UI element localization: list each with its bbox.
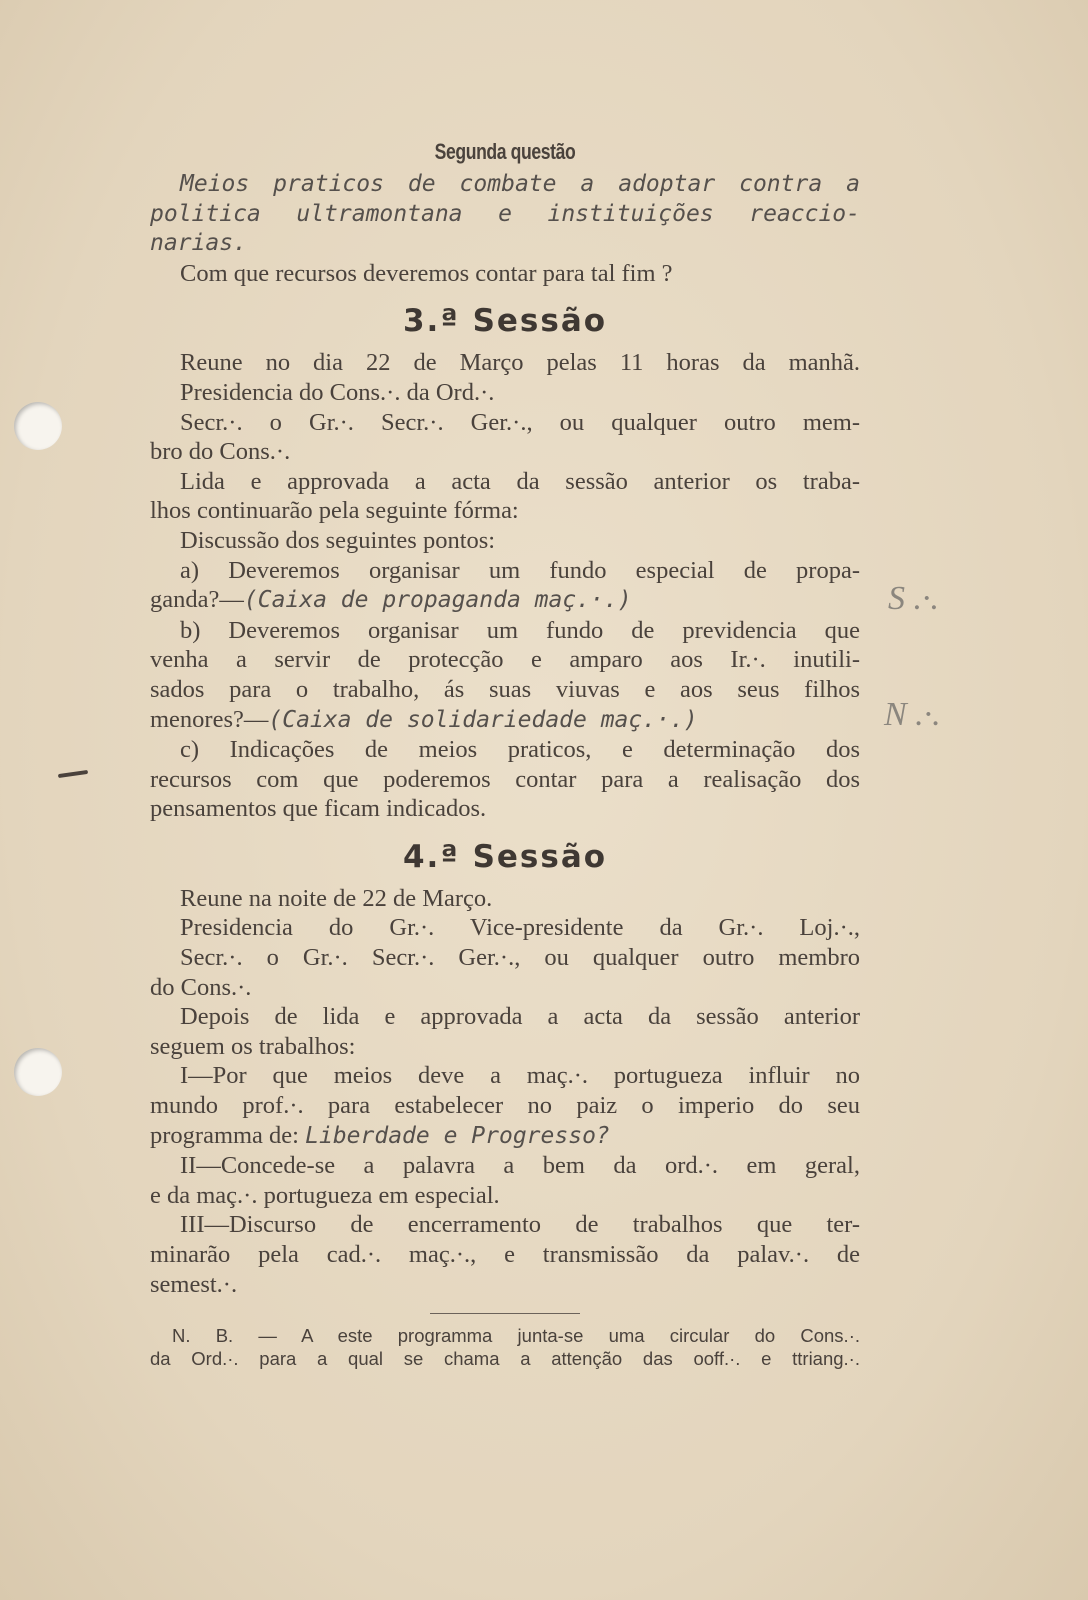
point-c-line: pensamentos que ficam indicados. bbox=[150, 795, 487, 823]
session-4-line: e da maç.·. portugueza em especial. bbox=[150, 1181, 500, 1209]
point-c-line: recursos com que poderemos contar para a realisação dos bbox=[150, 765, 860, 793]
session-4-line: Depois de lida e approvada a acta da sessão anterior bbox=[180, 1003, 860, 1031]
session-4-line: I—Por que meios deve a maç.·. portugueza influir no bbox=[180, 1062, 860, 1090]
point-b-italic: (Caixa de solidariedade maç.·.) bbox=[268, 706, 698, 733]
session-4-line: Secr.·. o Gr.·. Secr.·. Ger.·., ou qualquer outro membro bbox=[180, 944, 860, 972]
point-c-line: c) Indicações de meios praticos, e determinação dos bbox=[180, 736, 860, 764]
programme-motto: Liberdade e Progresso? bbox=[305, 1122, 610, 1149]
session-3-title: 3.ª Sessão bbox=[402, 303, 608, 340]
session-4-line: seguem os trabalhos: bbox=[150, 1032, 356, 1060]
punch-hole-mark bbox=[58, 758, 92, 792]
intro-italic-line: narias. bbox=[150, 230, 247, 257]
session-3-line: Presidencia do Cons.·. da Ord.·. bbox=[180, 378, 495, 406]
point-a-text: ganda? bbox=[150, 586, 220, 614]
session-4-line: mundo prof.·. para estabelecer no paiz o imperio do seu bbox=[150, 1092, 860, 1120]
point-b-text: menores? bbox=[150, 705, 244, 733]
punch-hole bbox=[14, 1048, 62, 1096]
session-4-title: 4.ª Sessão bbox=[402, 838, 608, 875]
question-heading: Segunda questão bbox=[434, 139, 576, 164]
point-a-line: a) Deveremos organisar um fundo especial de propa- bbox=[180, 556, 860, 584]
margin-annotation: N .·. bbox=[884, 696, 941, 733]
session-4-line: do Cons.·. bbox=[150, 973, 252, 1001]
point-b-line: menores?—(Caixa de solidariedade maç.·.) bbox=[150, 705, 698, 733]
margin-annotation: S .·. bbox=[888, 580, 939, 617]
session-4-line: II—Concede-se a palavra a bem da ord.·. em geral, bbox=[180, 1152, 860, 1180]
punch-hole bbox=[14, 402, 62, 450]
point-b-line: sados para o trabalho, ás suas viuvas e aos seus filhos bbox=[150, 675, 860, 703]
intro-italic-line: politica ultramontana e instituições reaccio- bbox=[150, 200, 860, 227]
session-4-line: semest.·. bbox=[150, 1270, 238, 1298]
session-4-line: Presidencia do Gr.·. Vice-presidente da Gr.·. Loj.·., bbox=[180, 914, 860, 942]
session-4-line: Reune na noite de 22 de Março. bbox=[180, 884, 493, 912]
programme-prefix: programma de: bbox=[150, 1121, 306, 1149]
nota-bene-line: N. B. — A este programma junta-se uma circular do Cons.·. bbox=[172, 1325, 860, 1347]
nota-bene-line: da Ord.·. para a qual se chama a attenção das ooff.·. e ttriang.·. bbox=[150, 1348, 860, 1370]
point-b-line: venha a servir de protecção e amparo aos Ir.·. inutili- bbox=[150, 646, 860, 674]
divider-rule bbox=[430, 1313, 580, 1314]
session-3-line: Secr.·. o Gr.·. Secr.·. Ger.·., ou qualquer outro mem- bbox=[180, 408, 860, 436]
session-3-line: bro do Cons.·. bbox=[150, 438, 291, 466]
session-4-line: III—Discurso de encerramento de trabalhos que ter- bbox=[180, 1211, 860, 1239]
session-3-line: Discussão dos seguintes pontos: bbox=[180, 526, 496, 554]
point-a-italic: (Caixa de propaganda maç.·.) bbox=[243, 587, 632, 614]
session-4-line: minarão pela cad.·. maç.·., e transmissão da palav.·. de bbox=[150, 1241, 860, 1268]
intro-italic-line: Meios praticos de combate a adoptar contra a bbox=[180, 171, 860, 197]
point-a-line: ganda?—(Caixa de propaganda maç.·.) bbox=[150, 586, 632, 614]
session-3-line: lhos continuarão pela seguinte fórma: bbox=[150, 497, 519, 525]
intro-question: Com que recursos deveremos contar para tal fim ? bbox=[180, 259, 673, 287]
session-3-line: Lida e approvada a acta da sessão anterior os traba- bbox=[180, 467, 860, 495]
session-3-line: Reune no dia 22 de Março pelas 11 horas da manhã. bbox=[180, 349, 860, 377]
session-4-line bbox=[150, 1121, 860, 1152]
document-page bbox=[150, 138, 860, 1370]
point-b-line: b) Deveremos organisar um fundo de previdencia que bbox=[180, 616, 860, 644]
